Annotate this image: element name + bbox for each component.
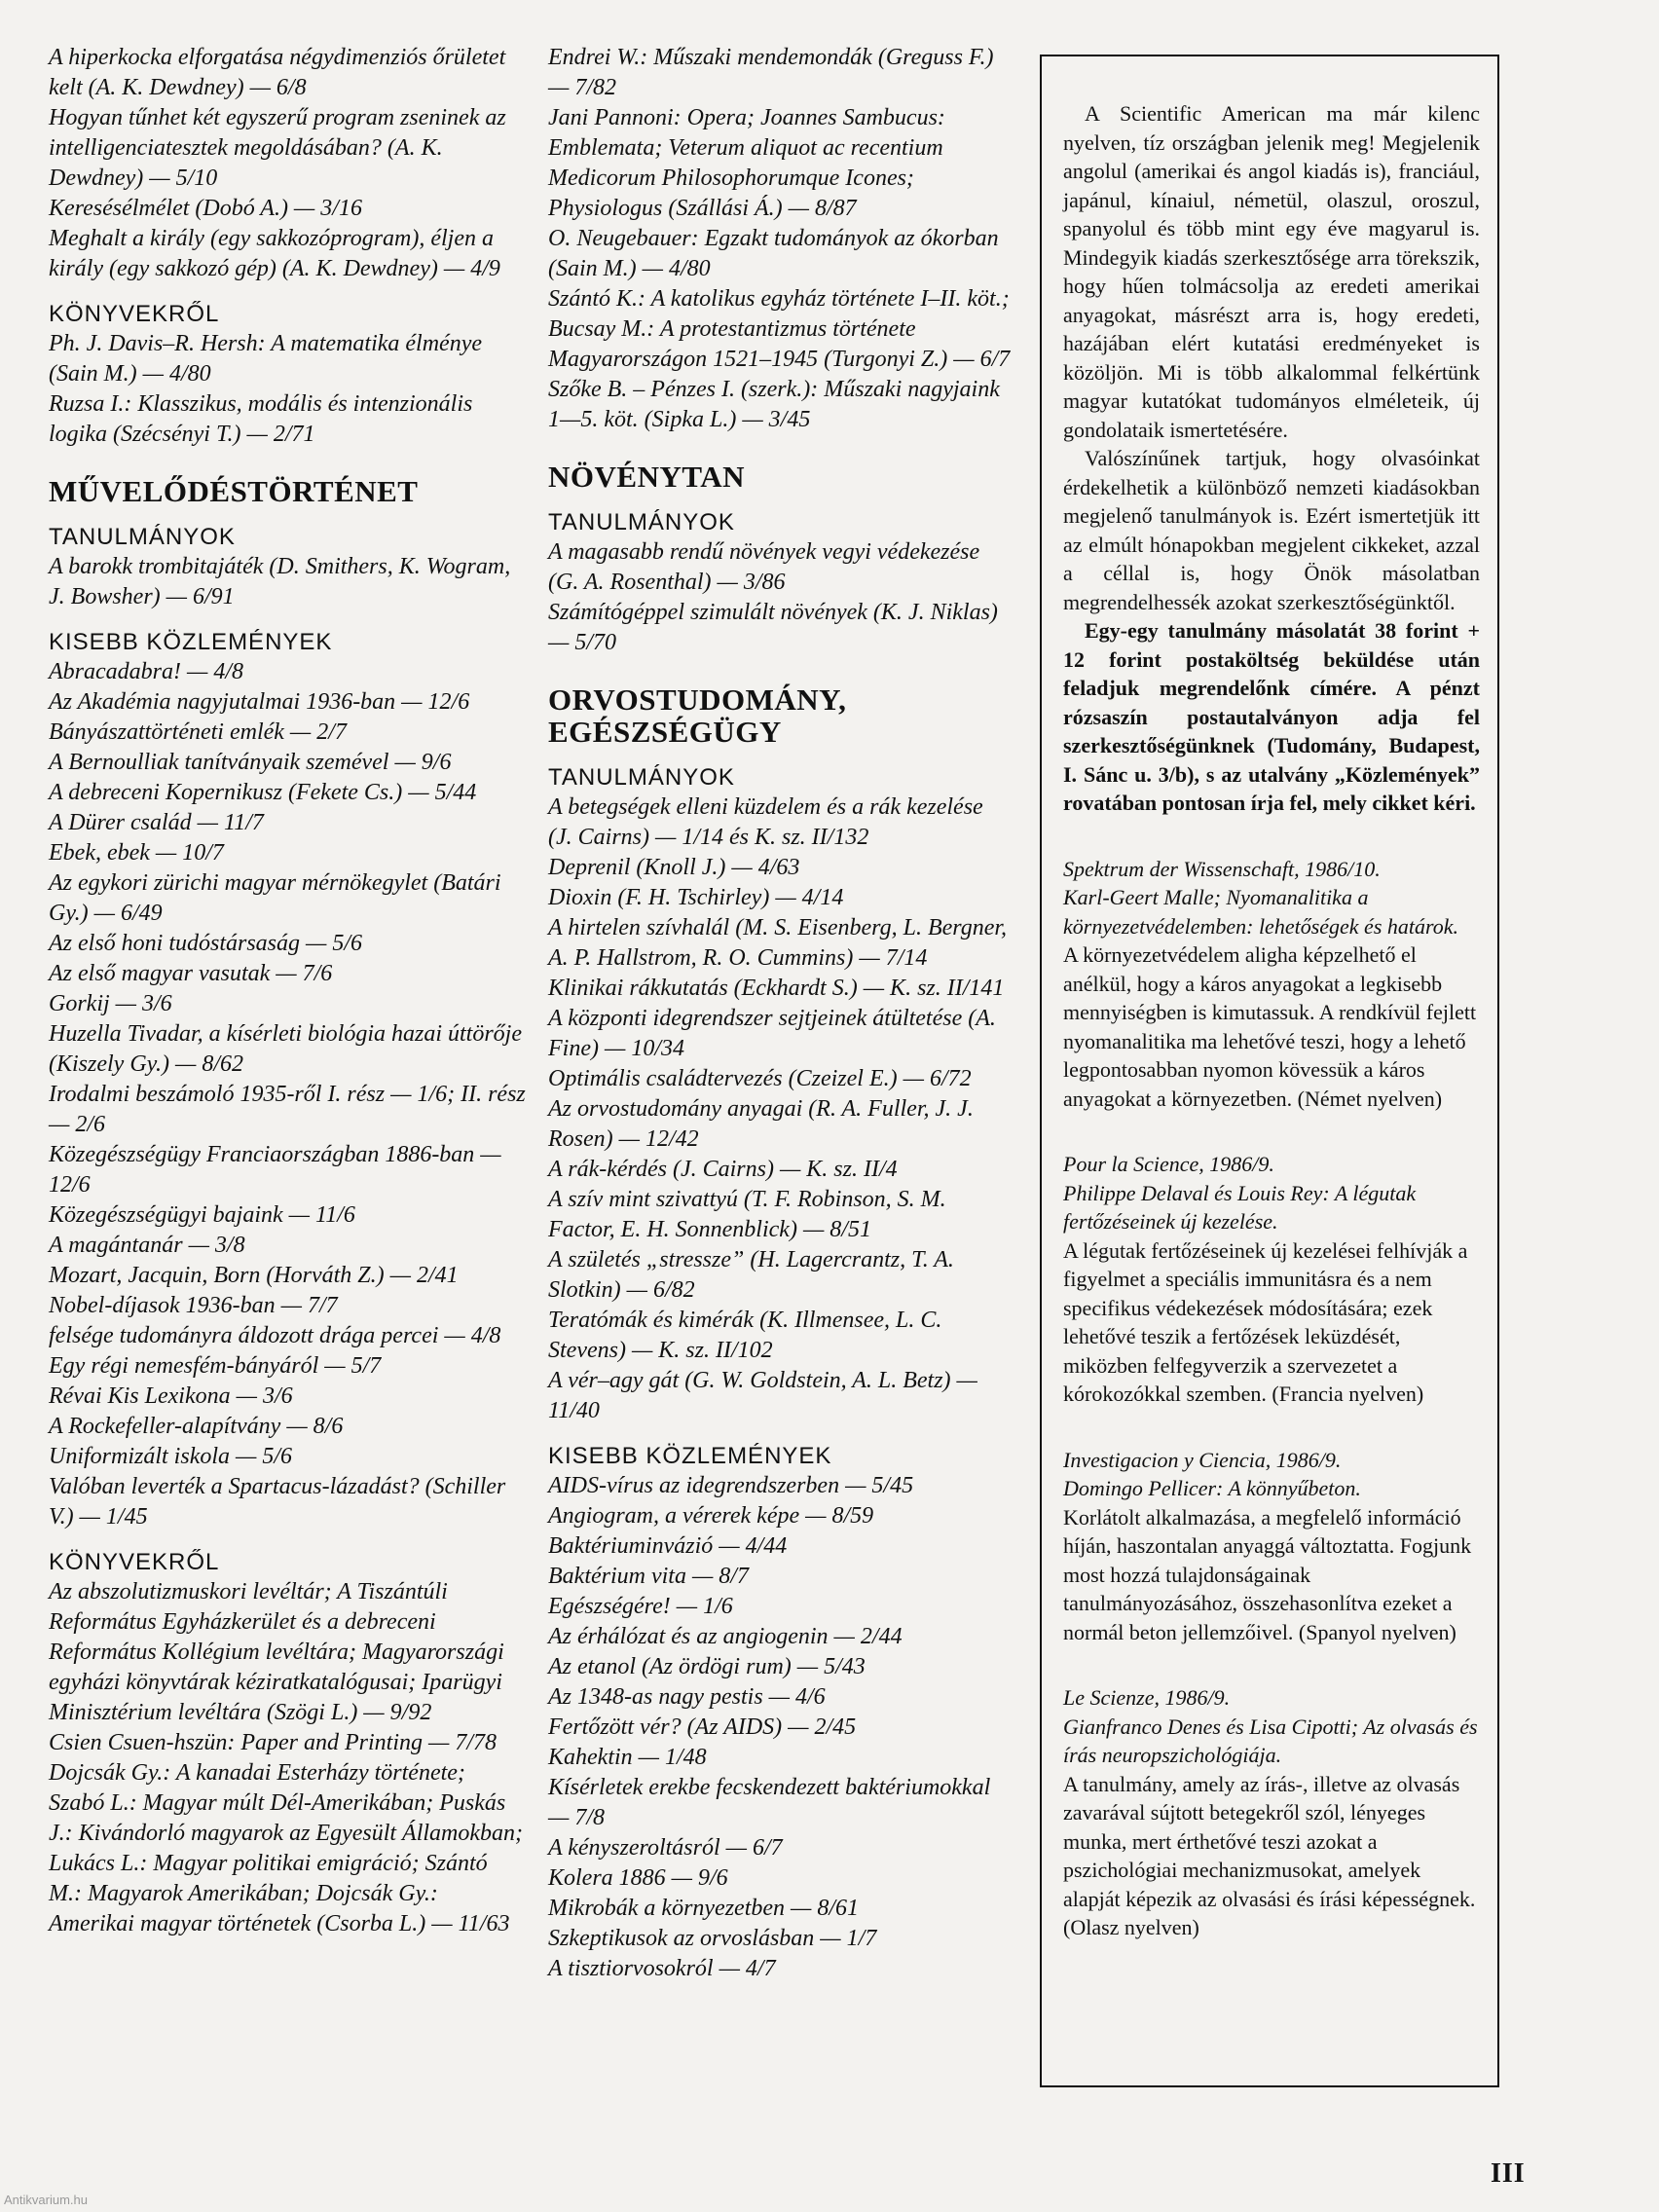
list-item: Szőke B. – Pénzes I. (szerk.): Műszaki nagyjaink 1—5. köt. (Sipka L.) — 3/45 <box>548 377 1000 432</box>
list-item: Az első magyar vasutak — 7/6 <box>49 961 333 986</box>
list-item: AIDS-vírus az idegrendszerben — 5/45 <box>548 1473 914 1498</box>
list-item: Az orvostudomány anyagai (R. A. Fuller, J. J. Rosen) — 12/42 <box>548 1096 974 1152</box>
subheading-studies: TANULMÁNYOK <box>49 524 236 550</box>
list-item: A születés „stressze” (H. Lagercrantz, T. A. Slotkin) — 6/82 <box>548 1247 954 1303</box>
review-title: Gianfranco Denes és Lisa Cipotti; Az olvasás és írás neuropszichológiája. <box>1063 1714 1478 1767</box>
list-item: A debreceni Kopernikusz (Fekete Cs.) — 5/44 <box>49 780 477 805</box>
list-item: Kahektin — 1/48 <box>548 1745 707 1770</box>
info-box <box>1040 55 1499 2087</box>
review-source: Investigacion y Ciencia, 1986/9. <box>1063 1447 1342 1472</box>
list-item: Angiogram, a vérerek képe — 8/59 <box>548 1503 874 1529</box>
list-item: Egészségére! — 1/6 <box>548 1594 733 1619</box>
section-title-culture-history: MŰVELŐDÉSTÖRTÉNET <box>49 474 419 508</box>
review-block <box>1063 855 1480 1114</box>
list-item: Keresésélmélet (Dobó A.) — 3/16 <box>49 196 362 221</box>
ordering-info: Egy-egy tanulmány másolatát 38 forint + 12 forint postaköltség beküldése után feladjuk megrendelőnk címére. A pénzt rózsaszín postautalványon adja fel szerkesztőségünknek (Tudomány, Budapest, I. Sánc u. 3/b), s az utalvány „Közlemények” rovatában pontosan írja fel, mely cikket kéri. <box>1063 618 1480 815</box>
list-item: Klinikai rákkutatás (Eckhardt S.) — K. sz. II/141 <box>548 976 1005 1001</box>
list-item: Hogyan tűnhet két egyszerű program zseninek az intelligenciatesztek megoldásában? (A. K. Dewdney) — 5/10 <box>49 105 506 191</box>
list-item: Az érhálózat és az angiogenin — 2/44 <box>548 1624 903 1649</box>
list-item: Dioxin (F. H. Tschirley) — 4/14 <box>548 885 844 910</box>
list-item: Huzella Tivadar, a kísérleti biológia hazai úttörője (Kiszely Gy.) — 8/62 <box>49 1021 522 1077</box>
subheading-studies: TANULMÁNYOK <box>548 509 735 535</box>
list-item: A Rockefeller-alapítvány — 8/6 <box>49 1414 344 1439</box>
list-item: Gorkij — 3/6 <box>49 991 172 1016</box>
list-item: Kísérletek erekbe fecskendezett baktériumokkal — 7/8 <box>548 1775 991 1830</box>
review-block <box>1063 1446 1480 1647</box>
list-item: A betegségek elleni küzdelem és a rák kezelése (J. Cairns) — 1/14 és K. sz. II/132 <box>548 794 983 850</box>
list-item: Az Akadémia nagyjutalmai 1936-ban — 12/6 <box>49 689 470 715</box>
review-title: Domingo Pellicer: A könnyűbeton. <box>1063 1476 1361 1500</box>
subheading-short-notes: KISEBB KÖZLEMÉNYEK <box>548 1443 832 1469</box>
list-item: Az első honi tudóstársaság — 5/6 <box>49 931 363 956</box>
list-item: Ruzsa I.: Klasszikus, modális és intenzionális logika (Szécsényi T.) — 2/71 <box>49 391 473 447</box>
review-block <box>1063 1150 1480 1409</box>
middle-column <box>548 43 1011 1984</box>
list-item: A tisztiorvosokról — 4/7 <box>548 1956 776 1981</box>
list-item: Teratómák és kimérák (K. Illmensee, L. C. Stevens) — K. sz. II/102 <box>548 1308 942 1363</box>
list-item: Fertőzött vér? (Az AIDS) — 2/45 <box>548 1714 857 1740</box>
list-item: Abracadabra! — 4/8 <box>49 659 243 684</box>
list-item: A szív mint szivattyú (T. F. Robinson, S. M. Factor, E. H. Sonnenblick) — 8/51 <box>548 1187 946 1242</box>
list-item: Szántó K.: A katolikus egyház története I–II. köt.; Bucsay M.: A protestantizmus története Magyarországon 1521–1945 (Turgonyi Z.) — 6/7 <box>548 286 1011 372</box>
list-item: Jani Pannoni: Opera; Joannes Sambucus: Emblemata; Veterum aliquot ac recentium Medicorum Philosophorumque Icones; Physiologus (Szállási Á.) — 8/87 <box>548 105 945 221</box>
left-column <box>49 43 526 1939</box>
list-item: A hirtelen szívhalál (M. S. Eisenberg, L. Bergner, A. P. Hallstrom, R. O. Cummins) — 7/14 <box>548 915 1008 971</box>
list-item: Az egykori zürichi magyar mérnökegylet (Batári Gy.) — 6/49 <box>49 870 501 926</box>
review-source: Spektrum der Wissenschaft, 1986/10. <box>1063 856 1381 881</box>
list-item: Mozart, Jacquin, Born (Horváth Z.) — 2/41 <box>49 1263 459 1288</box>
review-text: A tanulmány, amely az írás-, illetve az olvasás zavarával sújtott betegekről szól, lényeges munka, mert érthetővé teszi azokat a pszichológiai mechanizmusokat, amelyek alapját képezik az olvasási és írási képességnek. (Olasz nyelven) <box>1063 1771 1476 1939</box>
list-item: Ebek, ebek — 10/7 <box>49 840 224 866</box>
list-item: Az 1348-as nagy pestis — 4/6 <box>548 1684 826 1710</box>
review-title: Karl-Geert Malle; Nyomanalitika a környezetvédelemben: lehetőségek és határok. <box>1063 885 1459 939</box>
list-item: Uniformizált iskola — 5/6 <box>49 1444 293 1469</box>
section-title-medicine: ORVOSTUDOMÁNY, EGÉSZSÉGÜGY <box>548 682 847 749</box>
review-text: A környezetvédelem aligha képzelhető el anélkül, hogy a káros anyagokat a legkisebb mennyiségben is kimutassuk. A rendkívül fejlett nyomanalitika ma lehetővé teszi, hogy a lehető legpontosabban nyomon kövessük a káros anyagokat a környezetben. (Német nyelven) <box>1063 942 1477 1111</box>
list-item: A központi idegrendszer sejtjeinek átültetése (A. Fine) — 10/34 <box>548 1006 996 1061</box>
subheading-books: KÖNYVEKRŐL <box>49 301 220 327</box>
list-item: Optimális családtervezés (Czeizel E.) — 6/72 <box>548 1066 972 1091</box>
section-title-botany: NÖVÉNYTAN <box>548 460 745 494</box>
list-item: Révai Kis Lexikona — 3/6 <box>49 1383 293 1409</box>
review-block <box>1063 1683 1480 1942</box>
list-item: Endrei W.: Műszaki mendemondák (Greguss F.) — 7/82 <box>548 45 994 100</box>
list-item: felsége tudományra áldozott drága percei — 4/8 <box>49 1323 501 1348</box>
subheading-short-notes: KISEBB KÖZLEMÉNYEK <box>49 629 333 655</box>
list-item: O. Neugebauer: Egzakt tudományok az ókorban (Sain M.) — 4/80 <box>548 226 999 281</box>
list-item: Csien Csuen-hszün: Paper and Printing — 7/78 <box>49 1730 497 1755</box>
list-item: A magántanár — 3/8 <box>49 1233 245 1258</box>
list-item: Valóban leverték a Spartacus-lázadást? (Schiller V.) — 1/45 <box>49 1474 506 1530</box>
list-item: A kényszeroltásról — 6/7 <box>548 1835 783 1861</box>
list-item: A Dürer család — 11/7 <box>49 810 264 835</box>
list-item: Ph. J. Davis–R. Hersh: A matematika élménye (Sain M.) — 4/80 <box>49 331 482 387</box>
list-item: Az etanol (Az ördögi rum) — 5/43 <box>548 1654 866 1679</box>
review-text: A légutak fertőzéseinek új kezelései felhívják a figyelmet a speciális immunitásra és a nem specifikus védekezések módosítására; ezek lehetővé teszik a fertőzések leküzdését, miközben felfegyverzik a szervezetet a kórokozókkal szemben. (Francia nyelven) <box>1063 1237 1468 1406</box>
list-item: A vér–agy gát (G. W. Goldstein, A. L. Betz) — 11/40 <box>548 1368 977 1423</box>
list-item: Számítógéppel szimulált növények (K. J. Niklas) — 5/70 <box>548 600 998 655</box>
watermark: Antikvarium.hu <box>4 2193 88 2207</box>
subheading-books: KÖNYVEKRŐL <box>49 1549 220 1575</box>
list-item: Deprenil (Knoll J.) — 4/63 <box>548 855 800 880</box>
list-top <box>49 43 526 284</box>
list-item: Mikrobák a környezetben — 8/61 <box>548 1896 860 1921</box>
review-title: Philippe Delaval és Louis Rey: A légutak fertőzéseinek új kezelése. <box>1063 1180 1417 1234</box>
list-item: Irodalmi beszámoló 1935-ről I. rész — 1/6; II. rész — 2/6 <box>49 1082 526 1137</box>
list-item: Baktérium vita — 8/7 <box>548 1564 749 1589</box>
list-item: A Bernoulliak tanítványaik szemével — 9/6 <box>49 750 452 775</box>
review-source: Pour la Science, 1986/9. <box>1063 1152 1274 1176</box>
list-item: Meghalt a király (egy sakkozóprogram), éljen a király (egy sakkozó gép) (A. K. Dewdney) — 4/9 <box>49 226 500 281</box>
list-item: A rák-kérdés (J. Cairns) — K. sz. II/4 <box>548 1157 898 1182</box>
list-item: A hiperkocka elforgatása négydimenziós őrületet kelt (A. K. Dewdney) — 6/8 <box>49 45 506 100</box>
list-item: Közegészségügy Franciaországban 1886-ban — 12/6 <box>49 1142 501 1198</box>
list-item: A barokk trombitajáték (D. Smithers, K. Wogram, J. Bowsher) — 6/91 <box>49 554 511 609</box>
list-item: A magasabb rendű növények vegyi védekezése (G. A. Rosenthal) — 3/86 <box>548 539 980 595</box>
list-item: Dojcsák Gy.: A kanadai Esterházy története; Szabó L.: Magyar múlt Dél-Amerikában; Puskás J.: Kivándorló magyarok az Egyesült Államokban; Lukács L.: Magyar politikai emigráció; Szántó M.: Magyarok Amerikában; Dojcsák Gy.: Amerikai magyar történetek (Csorba L.) — 11/63 <box>49 1760 524 1936</box>
list-item: Az abszolutizmuskori levéltár; A Tiszántúli Református Egyházkerület és a debreceni Református Kollégium levéltára; Magyarországi egyházi könyvtárak kéziratkatalógusai; Iparügyi Minisztérium levéltára (Szögi L.) — 9/92 <box>49 1579 504 1725</box>
list-item: Nobel-díjasok 1936-ban — 7/7 <box>49 1293 338 1318</box>
list-item: Közegészségügyi bajaink — 11/6 <box>49 1202 355 1228</box>
review-text: Korlátolt alkalmazása, a megfelelő információ híján, haszontalan anyaggá változtatta. Fogjunk most hozzá tulajdonságainak tanulmányozásához, összehasonlítva ezeket a normál beton jellemzőivel. (Spanyol nyelven) <box>1063 1504 1472 1644</box>
list-item: Bányászattörténeti emlék — 2/7 <box>49 719 347 745</box>
list-item: Szkeptikusok az orvoslásban — 1/7 <box>548 1926 877 1951</box>
review-source: Le Scienze, 1986/9. <box>1063 1685 1231 1710</box>
list-item: Kolera 1886 — 9/6 <box>548 1865 728 1891</box>
list-item: Egy régi nemesfém-bányáról — 5/7 <box>49 1353 382 1379</box>
page-number: III <box>1491 2158 1526 2189</box>
subheading-studies: TANULMÁNYOK <box>548 764 735 791</box>
intro-paragraph: A Scientific American ma már kilenc nyelven, tíz országban jelenik meg! Megjelenik angolul (amerikai és angol kiadás is), franciául, japánul, kínaiul, németül, olaszul, oroszul, spanyolul és több mint egy éve magyarul is. Mindegyik kiadás szerkesztősége arra törekszik, hogy hűen tolmácsolja az eredeti amerikai anyagokat, másrészt arra is, hogy eredeti, hazájában elért kutatási eredményeket is közöljön. Mi is több alkalommal felkértünk magyar kutatókat tudományos elméleteik, új gondolataik ismertetésére. <box>1063 101 1480 442</box>
intro-paragraph: Valószínűnek tartjuk, hogy olvasóinkat érdekelhetik a különböző nemzeti kiadásokban megjelenő tanulmányok is. Ezért ismertetjük itt az elmúlt hónapokban megjelent cikkeket, azzal a céllal is, hogy Önök másolatban megrendelhessék azokat szerkesztőségünktől. <box>1063 446 1480 614</box>
list-item: Baktériuminvázió — 4/44 <box>548 1533 788 1559</box>
